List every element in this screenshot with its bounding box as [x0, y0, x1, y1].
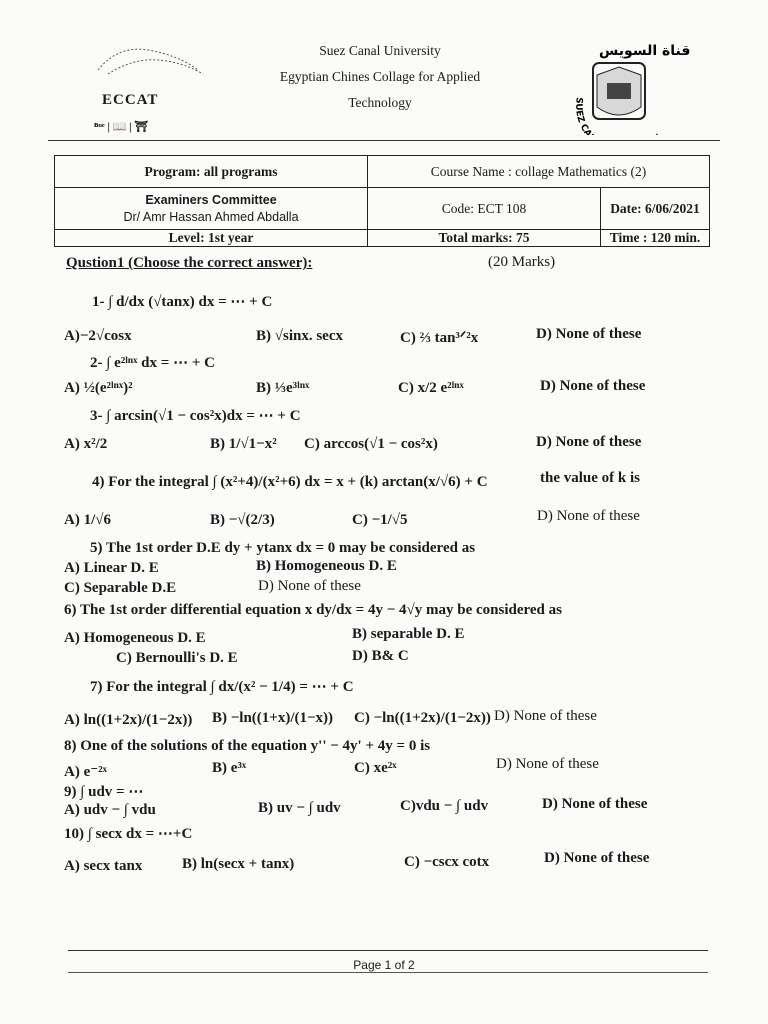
committee-title: Examiners Committee — [145, 192, 277, 207]
footer-divider-2 — [68, 972, 708, 973]
total-cell: Total marks: 75 — [368, 230, 601, 247]
q6-stem: 6) The 1st order differential equation x dy/dx = 4y − 4√y may be considered as — [64, 602, 562, 618]
q8-option-a: A) e⁻²ˣ — [64, 764, 107, 780]
university-name: Suez Canal University — [319, 43, 441, 58]
seal-text: SUEZ CA — [573, 96, 594, 135]
q7-option-d: D) None of these — [494, 708, 597, 724]
q3-option-c: C) arccos(√1 − cos²x) — [304, 436, 438, 452]
question1-marks: (20 Marks) — [488, 254, 556, 270]
q3-option-d: D) None of these — [536, 434, 642, 450]
time-cell: Time : 120 min. — [601, 230, 710, 247]
q4-option-b: B) −√(2/3) — [210, 512, 275, 528]
q2-option-a: A) ½(e²ˡⁿˣ)² — [64, 380, 133, 396]
q8-option-b: B) e³ˣ — [212, 760, 247, 776]
page-number: Page 1 of 2 — [353, 958, 415, 972]
q9-option-a: A) udv − ∫ vdu — [64, 802, 156, 818]
level-cell: Level: 1st year — [55, 230, 368, 247]
q6-option-c: C) Bernoulli's D. E — [116, 650, 238, 666]
program-cell: Program: all programs — [55, 156, 368, 188]
q1-option-b: B) √sinx. secx — [256, 328, 343, 344]
course-cell: Course Name : collage Mathematics (2) — [368, 156, 710, 188]
q4-option-c: C) −1/√5 — [352, 512, 408, 528]
seal-icon — [555, 35, 695, 135]
college-name-2: Technology — [348, 95, 412, 110]
q3-option-a: A) x²/2 — [64, 436, 108, 452]
q8-stem: 8) One of the solutions of the equation y'' − 4y' + 4y = 0 is — [64, 738, 431, 754]
q7-option-c: C) −ln((1+2x)/(1−2x)) — [354, 710, 491, 726]
q5-option-a: A) Linear D. E — [64, 560, 159, 576]
q7-option-a: A) ln((1+2x)/(1−2x)) — [64, 712, 193, 728]
date-cell: Date: 6/06/2021 — [601, 188, 710, 230]
q4-option-a: A) 1/√6 — [64, 512, 111, 528]
code-cell: Code: ECT 108 — [368, 188, 601, 230]
q3-option-b: B) 1/√1−x² — [210, 436, 277, 452]
q2-option-b: B) ⅓e³ˡⁿˣ — [256, 380, 310, 396]
q9-option-b: B) uv − ∫ udv — [258, 800, 341, 816]
university-seal — [555, 35, 695, 135]
q10-option-d: D) None of these — [544, 850, 650, 866]
q9-option-d: D) None of these — [542, 796, 648, 812]
q4-option-d: D) None of these — [537, 508, 640, 524]
q6-option-d: D) B& C — [352, 648, 409, 664]
question1-title: Qustion1 (Choose the correct answer): — [66, 255, 313, 271]
q5-option-d: D) None of these — [258, 578, 361, 594]
q5-option-b: B) Homogeneous D. E — [256, 558, 397, 574]
q1-stem: 1- ∫ d/dx (√tanx) dx = ⋯ + C — [92, 294, 273, 310]
header-divider — [48, 140, 720, 141]
footer-divider — [68, 950, 708, 951]
eccat-logo — [88, 40, 228, 140]
q4-stem: 4) For the integral ∫ (x²+4)/(x²+6) dx = x + (k) arctan(x/√6) + C — [92, 474, 488, 490]
university-header — [230, 38, 530, 116]
q9-stem: 9) ∫ udv = ⋯ — [64, 784, 144, 800]
logo-text: ECCAT — [102, 92, 159, 108]
q2-option-c: C) x/2 e²ˡⁿˣ — [398, 380, 464, 396]
q7-stem: 7) For the integral ∫ dx/(x² − 1/4) = ⋯ + C — [90, 679, 354, 695]
q10-option-c: C) −cscx cotx — [404, 854, 490, 870]
q10-option-a: A) secx tanx — [64, 858, 143, 874]
q8-option-d: D) None of these — [496, 756, 599, 772]
q2-stem: 2- ∫ e²ˡⁿˣ dx = ⋯ + C — [90, 355, 215, 371]
q10-stem: 10) ∫ secx dx = ⋯+C — [64, 826, 193, 842]
q8-option-c: C) xe²ˣ — [354, 760, 397, 776]
college-name: Egyptian Chines Collage for Applied — [279, 69, 481, 84]
q1-option-a: A)−2√cosx — [64, 328, 132, 344]
q5-option-c: C) Separable D.E — [64, 580, 177, 596]
q6-option-a: A) Homogeneous D. E — [64, 630, 206, 646]
logo-mark-icon — [88, 40, 228, 80]
q4-tail: the value of k is — [540, 470, 641, 486]
q9-option-c: C)vdu − ∫ udv — [400, 798, 489, 814]
logo-marks: ᴮᵘᵉ | 📖 | ⛩ — [94, 121, 149, 133]
q3-stem: 3- ∫ arcsin(√1 − cos²x)dx = ⋯ + C — [90, 408, 301, 424]
committee-cell — [55, 188, 368, 230]
q7-option-b: B) −ln((1+x)/(1−x)) — [212, 710, 334, 726]
q1-option-d: D) None of these — [536, 326, 642, 342]
q10-option-b: B) ln(secx + tanx) — [182, 856, 295, 872]
q5-stem: 5) The 1st order D.E dy + ytanx dx = 0 may be considered as — [90, 540, 476, 556]
q1-option-c: C) ⅔ tan³ᐟ²x — [400, 330, 479, 346]
seal-arabic: قناة السويس — [599, 43, 691, 59]
examiner-name: Dr/ Amr Hassan Ahmed Abdalla — [123, 209, 299, 224]
q2-option-d: D) None of these — [540, 378, 646, 394]
exam-info-table — [54, 155, 710, 247]
q6-option-b: B) separable D. E — [352, 626, 465, 642]
